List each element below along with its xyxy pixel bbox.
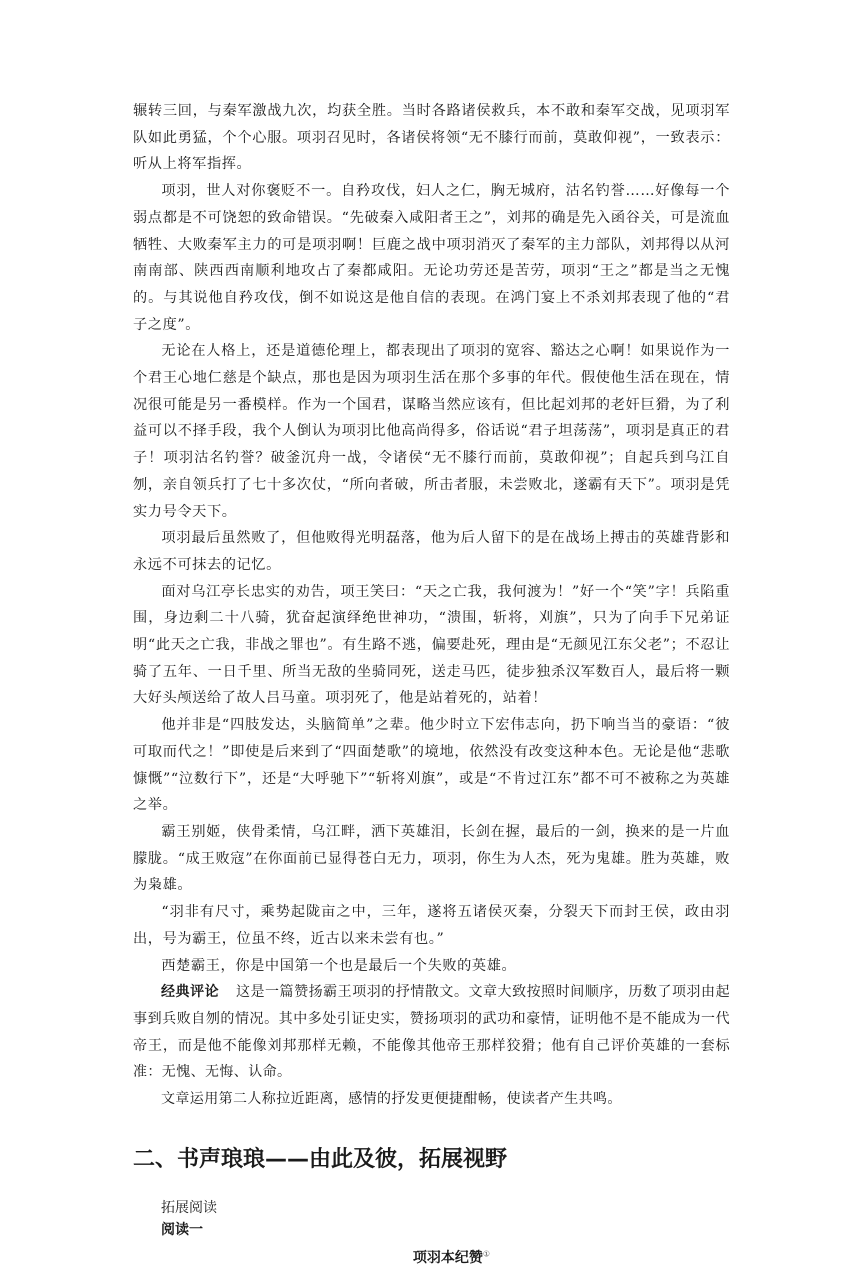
comment-text: 这是一篇赞扬霸王项羽的抒情散文。文章大致按照时间顺序，历数了项羽由起事到兵败自刎的情况。其中多处引证史实，赞扬项羽的武功和豪情，证明他不是不能成为一代帝王，而是他不能像刘邦那样无赖，不能像其他帝王那样狡猾；他有自己评价英雄的一套标准：无愧、无悔、认命。 [133, 984, 730, 1081]
comment-label: 经典评论 [161, 984, 220, 1001]
paragraph-3: 无论在人格上，还是道德伦理上，都表现出了项羽的宽容、豁达之心啊！如果说作为一个君王心地仁慈是个缺点，那也是因为项羽生活在那个多事的年代。假使他生活在现在，情况很可能是另一番模样。作为一个国君，谋略当然应该有，但比起刘邦的老奸巨猾，为了利益可以不择手段，我个人倒认为项羽比他高尚得多，俗话说“君子坦荡荡”，项羽是真正的君子！项羽沽名钓誉？破釜沉舟一战，令诸侯“无不膝行而前，莫敢仰视”；自起兵到乌江自刎，亲自领兵打了七十多次仗，“所向者破，所击者服，未尝败北，遂霸有天下”。项羽是凭实力号令天下。 [133, 343, 730, 520]
extension-reading-label: 拓展阅读 [161, 1199, 217, 1216]
paragraph-5: 面对乌江亭长忠实的劝告，项王笑曰：“天之亡我，我何渡为！”好一个“笑”字！兵陷重围，身边剩二十八骑，犹奋起演绎绝世神功，“溃围，斩将，刈旗”，只为了向手下兄弟证明“此天之亡我，非战之罪也”。有生路不逃，偏要赴死，理由是“无颜见江东父老”；不忍让骑了五年、一日千里、所当无敌的坐骑同死，送走马匹，徒步独杀汉军数百人，最后将一颗大好头颅送给了故人吕马童。项羽死了，他是站着死的，站着！ [133, 583, 730, 707]
paragraph-6: 他并非是“四肢发达，头脑简单”之辈。他少时立下宏伟志向，扔下响当当的豪语：“彼可取而代之！”即使是后来到了“四面楚歌”的境地，依然没有改变这种本色。无论是他“悲歌慷慨”“泣数行下”，还是“大呼驰下”“斩将刈旗”，或是“不肯过江东”都不可不被称之为英雄之举。 [133, 717, 730, 814]
comment-text-2: 文章运用第二人称拉近距离，感情的抒发更便捷酣畅，使读者产生共鸣。 [161, 1091, 622, 1108]
paragraph-1: 辗转三回，与秦军激战九次，均获全胜。当时各路诸侯救兵，本不敢和秦军交战，见项羽军队如此勇猛，个个心服。项羽召见时，各诸侯将领“无不膝行而前，莫敢仰视”，一致表示：听从上将军指挥。 [133, 103, 730, 173]
document-page [133, 98, 730, 1267]
paragraph-closing: 西楚霸王，你是中国第一个也是最后一个失败的英雄。 [161, 957, 517, 974]
classic-comment [133, 979, 730, 1086]
reading-title [133, 1247, 730, 1267]
section-title: 二、书声琅琅——由此及彼，拓展视野 [133, 1146, 508, 1172]
reading-title-text: 项羽本纪赞 [412, 1249, 483, 1266]
footnote-marker[interactable]: ① [482, 1249, 491, 1259]
reading-one-label: 阅读一 [161, 1221, 203, 1238]
paragraph-2: 项羽，世人对你褒贬不一。自矜攻伐，妇人之仁，胸无城府，沽名钓誉……好像每一个弱点都是不可饶恕的致命错误。“先破秦入咸阳者王之”，刘邦的确是先入函谷关，可是流血牺牲、大败秦军主力的可是项羽啊！巨鹿之战中项羽消灭了秦军的主力部队，刘邦得以从河南南部、陕西西南顺利地攻占了秦都咸阳。无论功劳还是苦劳，项羽“王之”都是当之无愧的。与其说他自矜攻伐，倒不如说这是他自信的表现。在鸿门宴上不杀刘邦表现了他的“君子之度”。 [133, 183, 730, 333]
paragraph-4: 项羽最后虽然败了，但他败得光明磊落，他为后人留下的是在战场上搏击的英雄背影和永远不可抹去的记忆。 [133, 530, 730, 573]
quote-paragraph: “羽非有尺寸，乘势起陇亩之中，三年，遂将五诸侯灭秦，分裂天下而封王侯，政由羽出，号为霸王，位虽不终，近古以来未尝有也。” [133, 904, 730, 947]
paragraph-7: 霸王别姬，侠骨柔情，乌江畔，洒下英雄泪，长剑在握，最后的一剑，换来的是一片血朦胧。“成王败寇”在你面前已显得苍白无力，项羽，你生为人杰，死为鬼雄。胜为英雄，败为枭雄。 [133, 823, 730, 894]
